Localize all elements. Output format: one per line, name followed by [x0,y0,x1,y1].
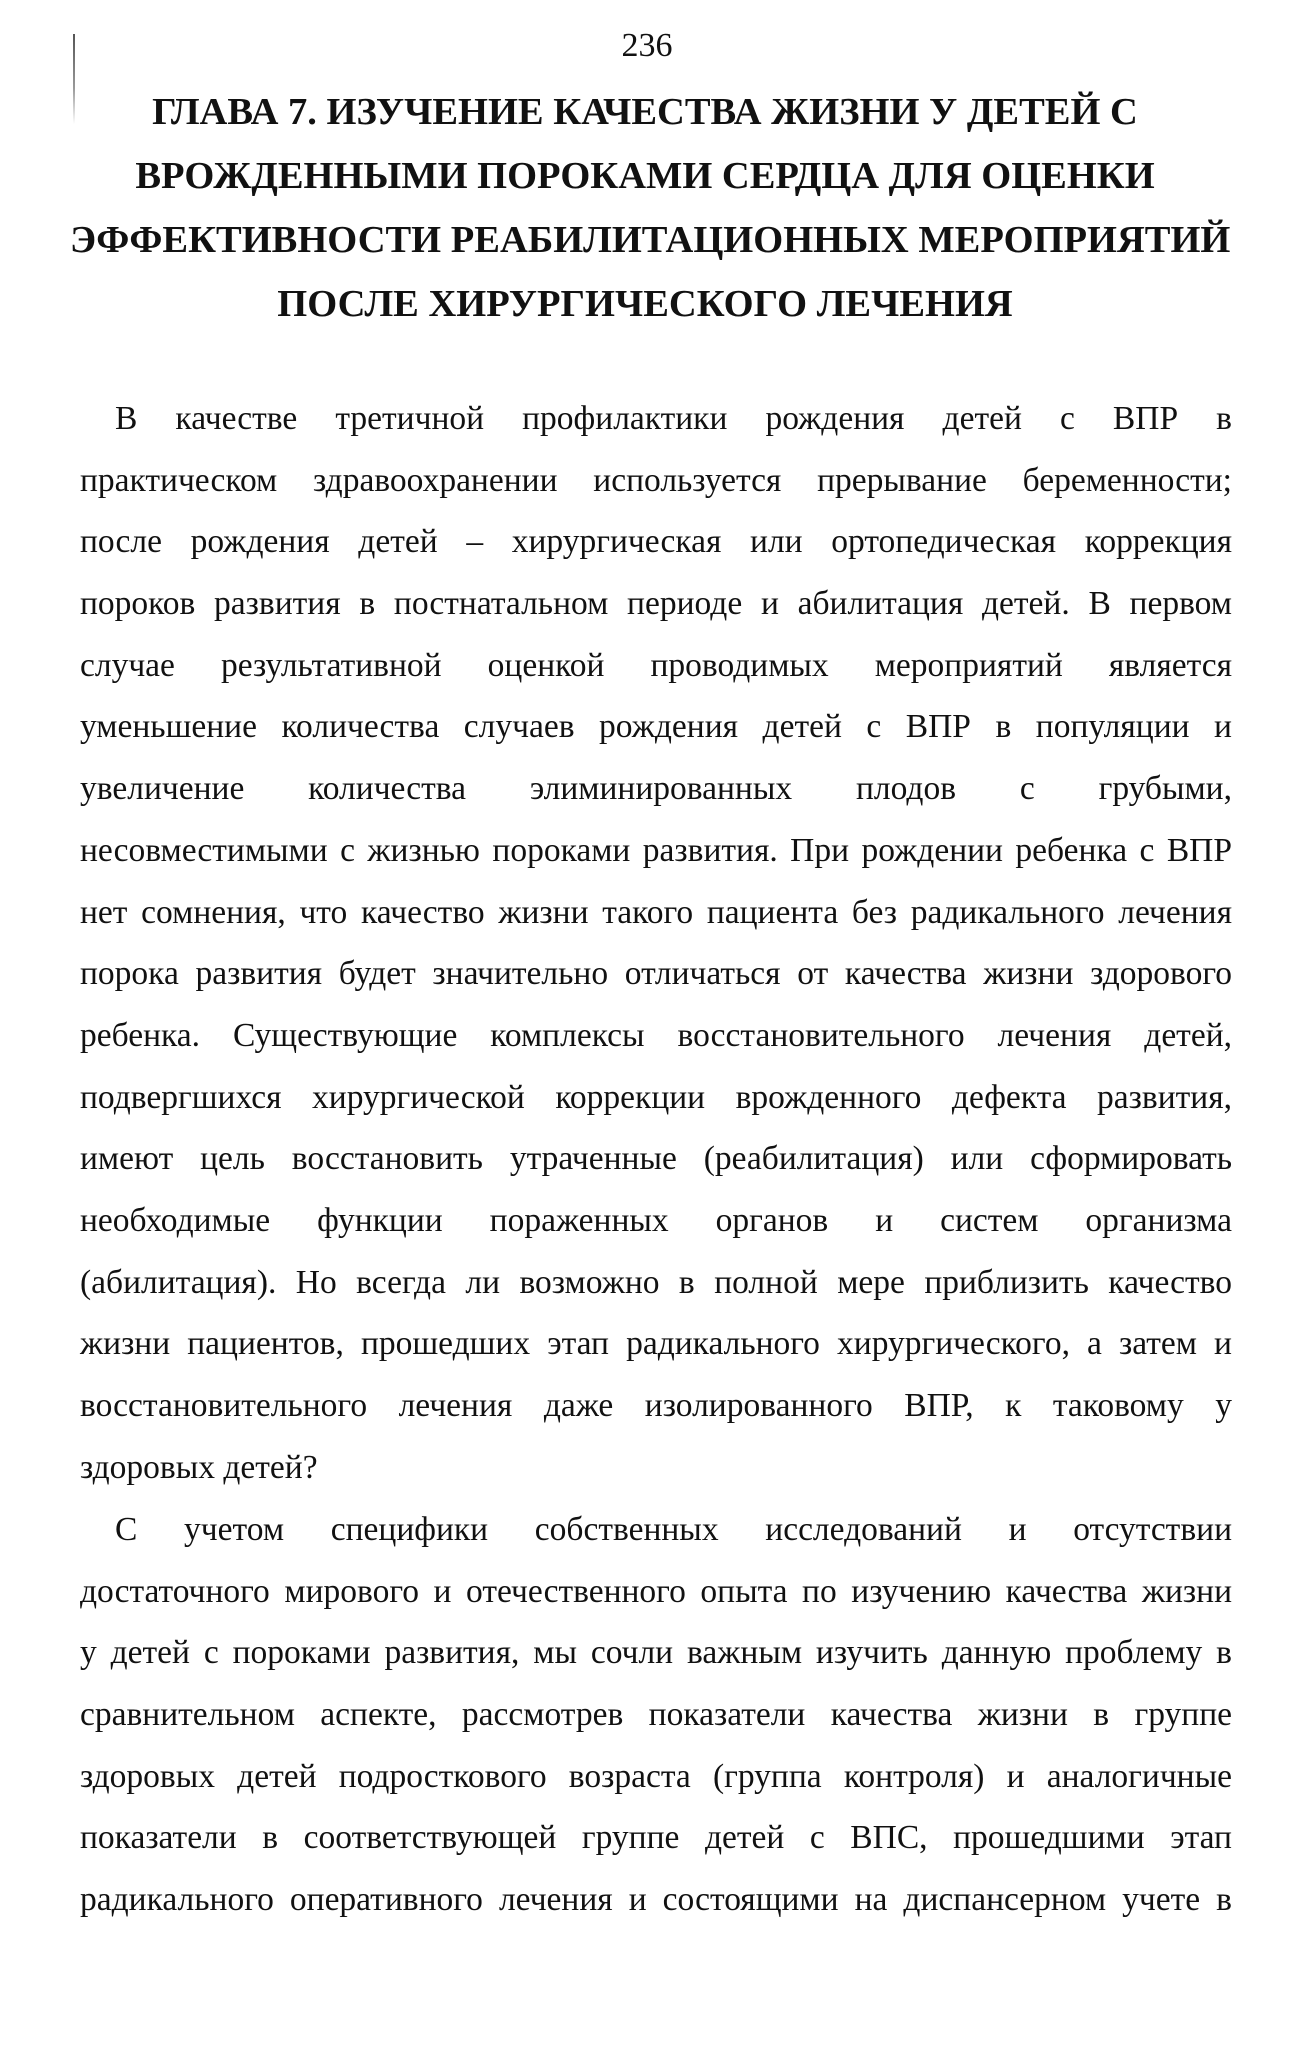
text-line: необходимые функции пораженных органов и систем организма [80,1201,1232,1239]
text-line: восстановительного лечения даже изолированного ВПР, к таковому у [80,1387,1232,1424]
text-line: имеют цель восстановить утраченные (реабилитация) или сформировать [80,1140,1232,1178]
text-line: сравнительном аспекте, рассмотрев показатели качества жизни в группе [80,1696,1232,1734]
text-line: радикального оперативного лечения и состоящими на диспансерном учете в [80,1881,1232,1919]
chapter-title-line: ПОСЛЕ ХИРУРГИЧЕСКОГО ЛЕЧЕНИЯ [277,283,1013,325]
text-line: подвергшихся хирургической коррекции врожденного дефекта развития, [80,1078,1232,1116]
text-line: несовместимыми с жизнью пороками развития. При рождении ребенка с ВПР [80,831,1232,869]
paragraph-2 [80,1499,1232,1931]
page-number: 236 [621,27,673,64]
text-line: увеличение количества элиминированных плодов с грубыми, [80,770,1232,808]
chapter-title [70,80,1231,336]
text-line: (абилитация). Но всегда ли возможно в полной мере приблизить качество [80,1263,1232,1301]
text-line: нет сомнения, что качество жизни такого пациента без радикального лечения [80,893,1232,931]
text-line: ребенка. Существующие комплексы восстановительного лечения детей, [80,1016,1232,1054]
paragraph-1 [80,388,1232,1498]
text-line: жизни пациентов, прошедших этап радикального хирургического, а затем и [80,1325,1232,1363]
text-line: порока развития будет значительно отличаться от качества жизни здорового [80,955,1232,993]
text-line: показатели в соответствующей группе детей с ВПС, прошедшими этап [80,1819,1232,1857]
text-line: здоровых детей? [80,1448,318,1486]
text-line: здоровых детей подросткового возраста (группа контроля) и аналогичные [80,1757,1232,1795]
text-line: достаточного мирового и отечественного опыта по изучению качества жизни [80,1572,1232,1610]
chapter-title-line: ВРОЖДЕННЫМИ ПОРОКАМИ СЕРДЦА ДЛЯ ОЦЕНКИ [135,155,1155,197]
chapter-title-line: ГЛАВА 7. ИЗУЧЕНИЕ КАЧЕСТВА ЖИЗНИ У ДЕТЕЙ С [152,91,1138,133]
text-line: у детей с пороками развития, мы сочли важным изучить данную проблему в [80,1634,1232,1672]
text-line: С учетом специфики собственных исследований и отсутствии [115,1511,1232,1548]
text-line: после рождения детей – хирургическая или ортопедическая коррекция [80,523,1232,561]
text-line: уменьшение количества случаев рождения детей с ВПР в популяции и [80,708,1232,746]
text-line: случае результативной оценкой проводимых мероприятий является [80,646,1232,684]
text-line: практическом здравоохранении используется прерывание беременности; [80,461,1232,499]
chapter-title-line: ЭФФЕКТИВНОСТИ РЕАБИЛИТАЦИОННЫХ МЕРОПРИЯТИЙ [70,219,1231,261]
text-line: пороков развития в постнатальном периоде и абилитация детей. В первом [80,585,1232,623]
text-line: В качестве третичной профилактики рождения детей с ВПР в [115,400,1232,437]
